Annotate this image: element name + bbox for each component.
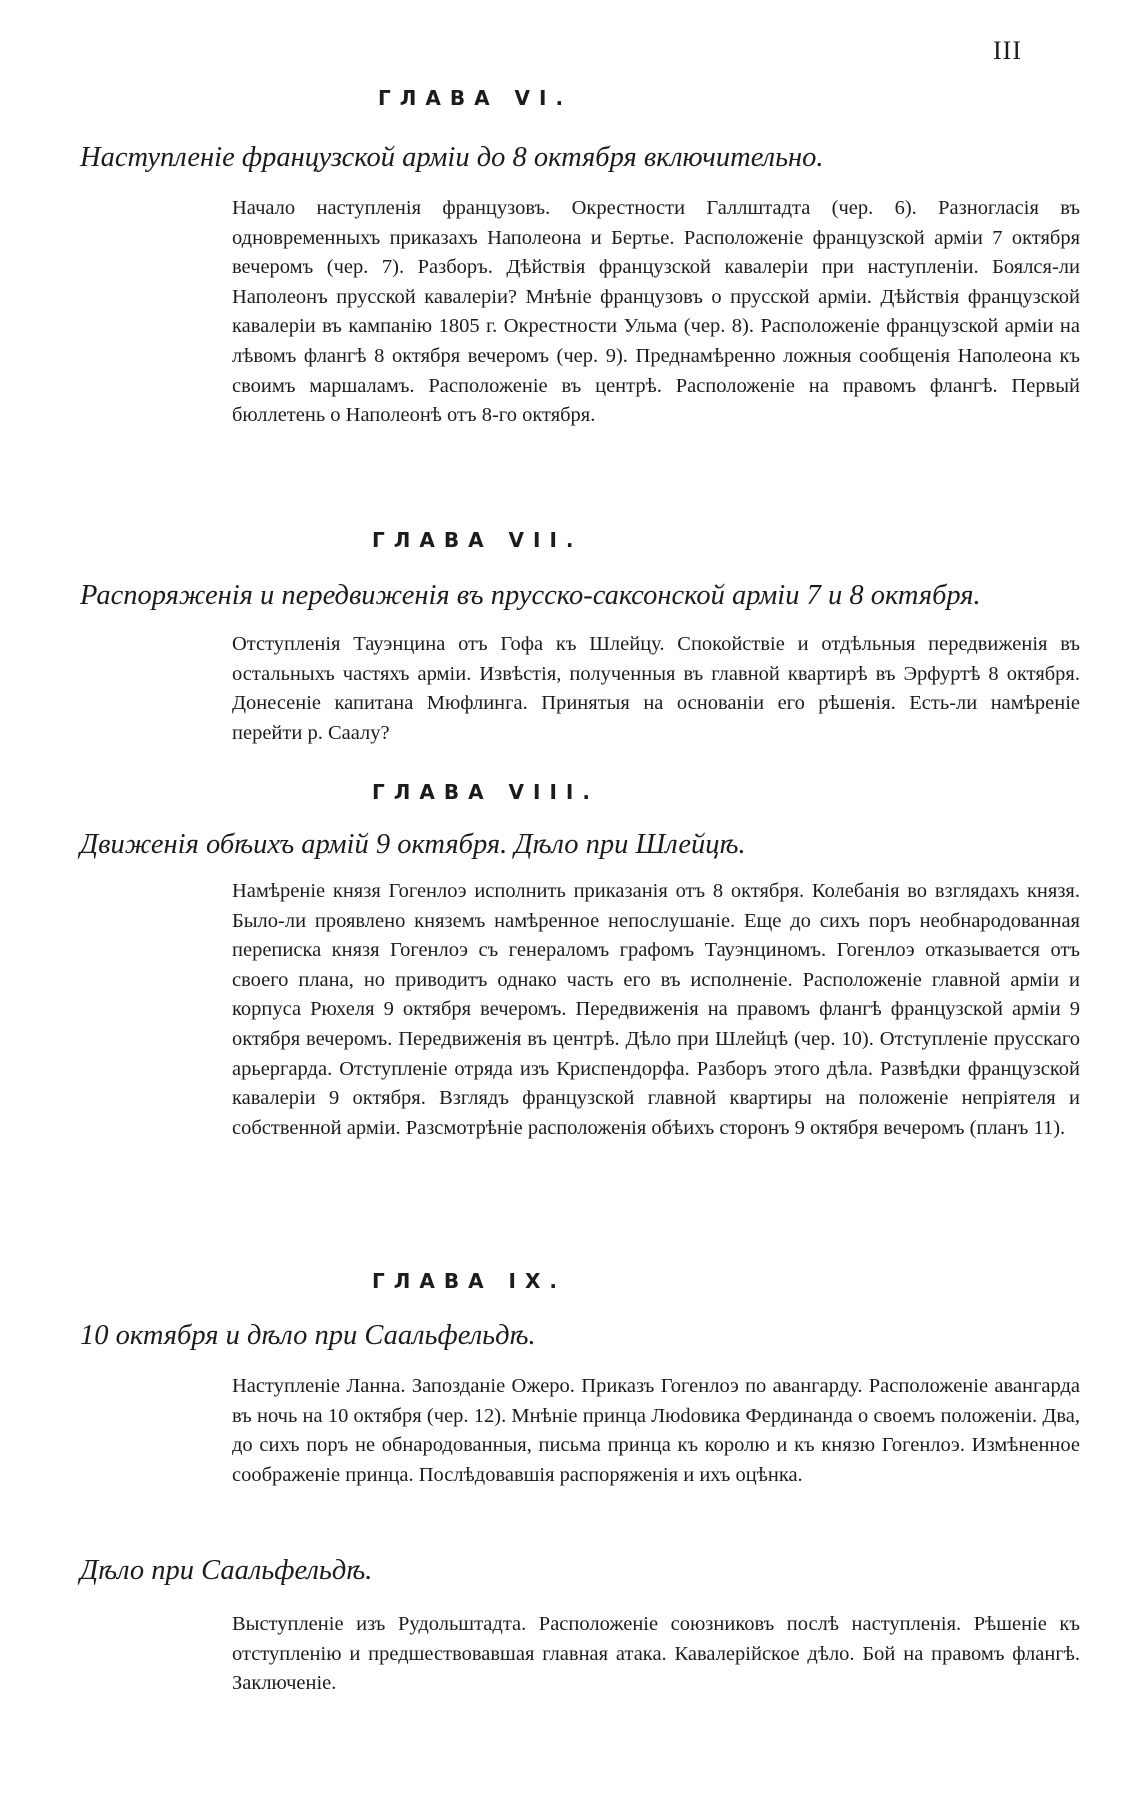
chapter-title-vii: Распоряженія и передвиженія въ прусско-саксонской арміи 7 и 8 октября. bbox=[80, 580, 981, 611]
chapter-heading-ix: ГЛАВА IX. bbox=[372, 1269, 566, 1293]
chapter-summary-viii: Намѣреніе князя Гогенлоэ исполнить приказанія отъ 8 октября. Колебанія во взглядахъ князя. Было-ли проявлено княземъ намѣренное непослушаніе. Еще до сихъ поръ необнародованная переписка князя Гогенлоэ съ генераломъ графомъ Тауэнциномъ. Гогенлоэ отказывается отъ своего плана, но приводитъ однако часть его въ исполненіе. Расположеніе главной арміи и корпуса Рюхеля 9 октября вечеромъ. Передвиженія на правомъ флангѣ французской арміи 9 октября вечеромъ. Передвиженія въ центрѣ. Дѣло при Шлейцѣ (чер. 10). Отступленіе прусскаго арьергарда. Отступленіе отряда изъ Криспендорфа. Разборъ этого дѣла. Развѣдки французской кавалеріи 9 октября. Взглядъ французской главной квартиры на положеніе непріятеля и собственной арміи. Разсмотрѣніе расположенія обѣихъ сторонъ 9 октября вечеромъ (планъ 11). bbox=[232, 880, 1080, 1139]
chapter-title-viii: Движенія обѣихъ армій 9 октября. Дѣло при Шлейцѣ. bbox=[80, 829, 746, 860]
chapter-summary-ix: Наступленіе Ланна. Запозданіе Ожеро. Приказъ Гогенлоэ по авангарду. Расположеніе авангарда въ ночь на 10 октября (чер. 12). Мнѣніе принца Люdовика Фердинанда о своемъ положеніи. Два, до сихъ поръ не обнародованныя, письма принца къ королю и къ князю Гогенлоэ. Измѣненное соображеніе принца. Послѣдовавшія распоряженія и ихъ оцѣнка. bbox=[232, 1375, 1080, 1486]
chapter-title-ix: 10 октября и дѣло при Саальфельдѣ. bbox=[80, 1320, 536, 1351]
chapter-heading-vii: ГЛАВА VII. bbox=[372, 528, 583, 552]
page-number: III bbox=[993, 36, 1022, 65]
section-title-saalfeld: Дѣло при Саальфельдѣ. bbox=[80, 1555, 373, 1586]
chapter-title-vi: Наступленіе французской арміи до 8 октября включительно. bbox=[80, 142, 824, 173]
section-summary-saalfeld: Выступленіе изъ Рудольштадта. Расположеніе союзниковъ послѣ наступленія. Рѣшеніе къ отступленію и предшествовавшая главная атака. Кавалерійское дѣло. Бой на правомъ флангѣ. Заключеніе. bbox=[232, 1613, 1080, 1695]
chapter-summary-vi: Начало наступленія французовъ. Окрестности Галлштадта (чер. 6). Разногласія въ одновременныхъ приказахъ Наполеона и Бертье. Расположеніе французской арміи 7 октября вечеромъ (чер. 7). Разборъ. Дѣйствія французской кавалеріи при наступленіи. Боялся-ли Наполеонъ прусской кавалеріи? Мнѣніе французовъ о прусской арміи. Дѣйствія французской кавалеріи въ кампанію 1805 г. Окрестности Ульма (чер. 8). Расположеніе французской арміи на лѣвомъ флангѣ 8 октября вечеромъ (чер. 9). Преднамѣренно ложныя сообщенія Наполеона къ своимъ маршаламъ. Расположеніе въ центрѣ. Расположеніе на правомъ флангѣ. Первый бюллетень о Наполеонѣ отъ 8-го октября. bbox=[232, 197, 1080, 427]
chapter-heading-viii: ГЛАВА VIII. bbox=[372, 780, 599, 804]
chapter-summary-vii: Отступленія Тауэнцина отъ Гофа къ Шлейцу. Спокойствіе и отдѣльныя передвиженія въ остальныхъ частяхъ арміи. Извѣстія, полученныя въ главной квартирѣ въ Эрфуртѣ 8 октября. Донесеніе капитана Мюфлинга. Принятыя на основаніи его рѣшенія. Есть-ли намѣреніе перейти р. Саалу? bbox=[232, 633, 1080, 744]
chapter-heading-vi: ГЛАВА VI. bbox=[378, 86, 573, 110]
